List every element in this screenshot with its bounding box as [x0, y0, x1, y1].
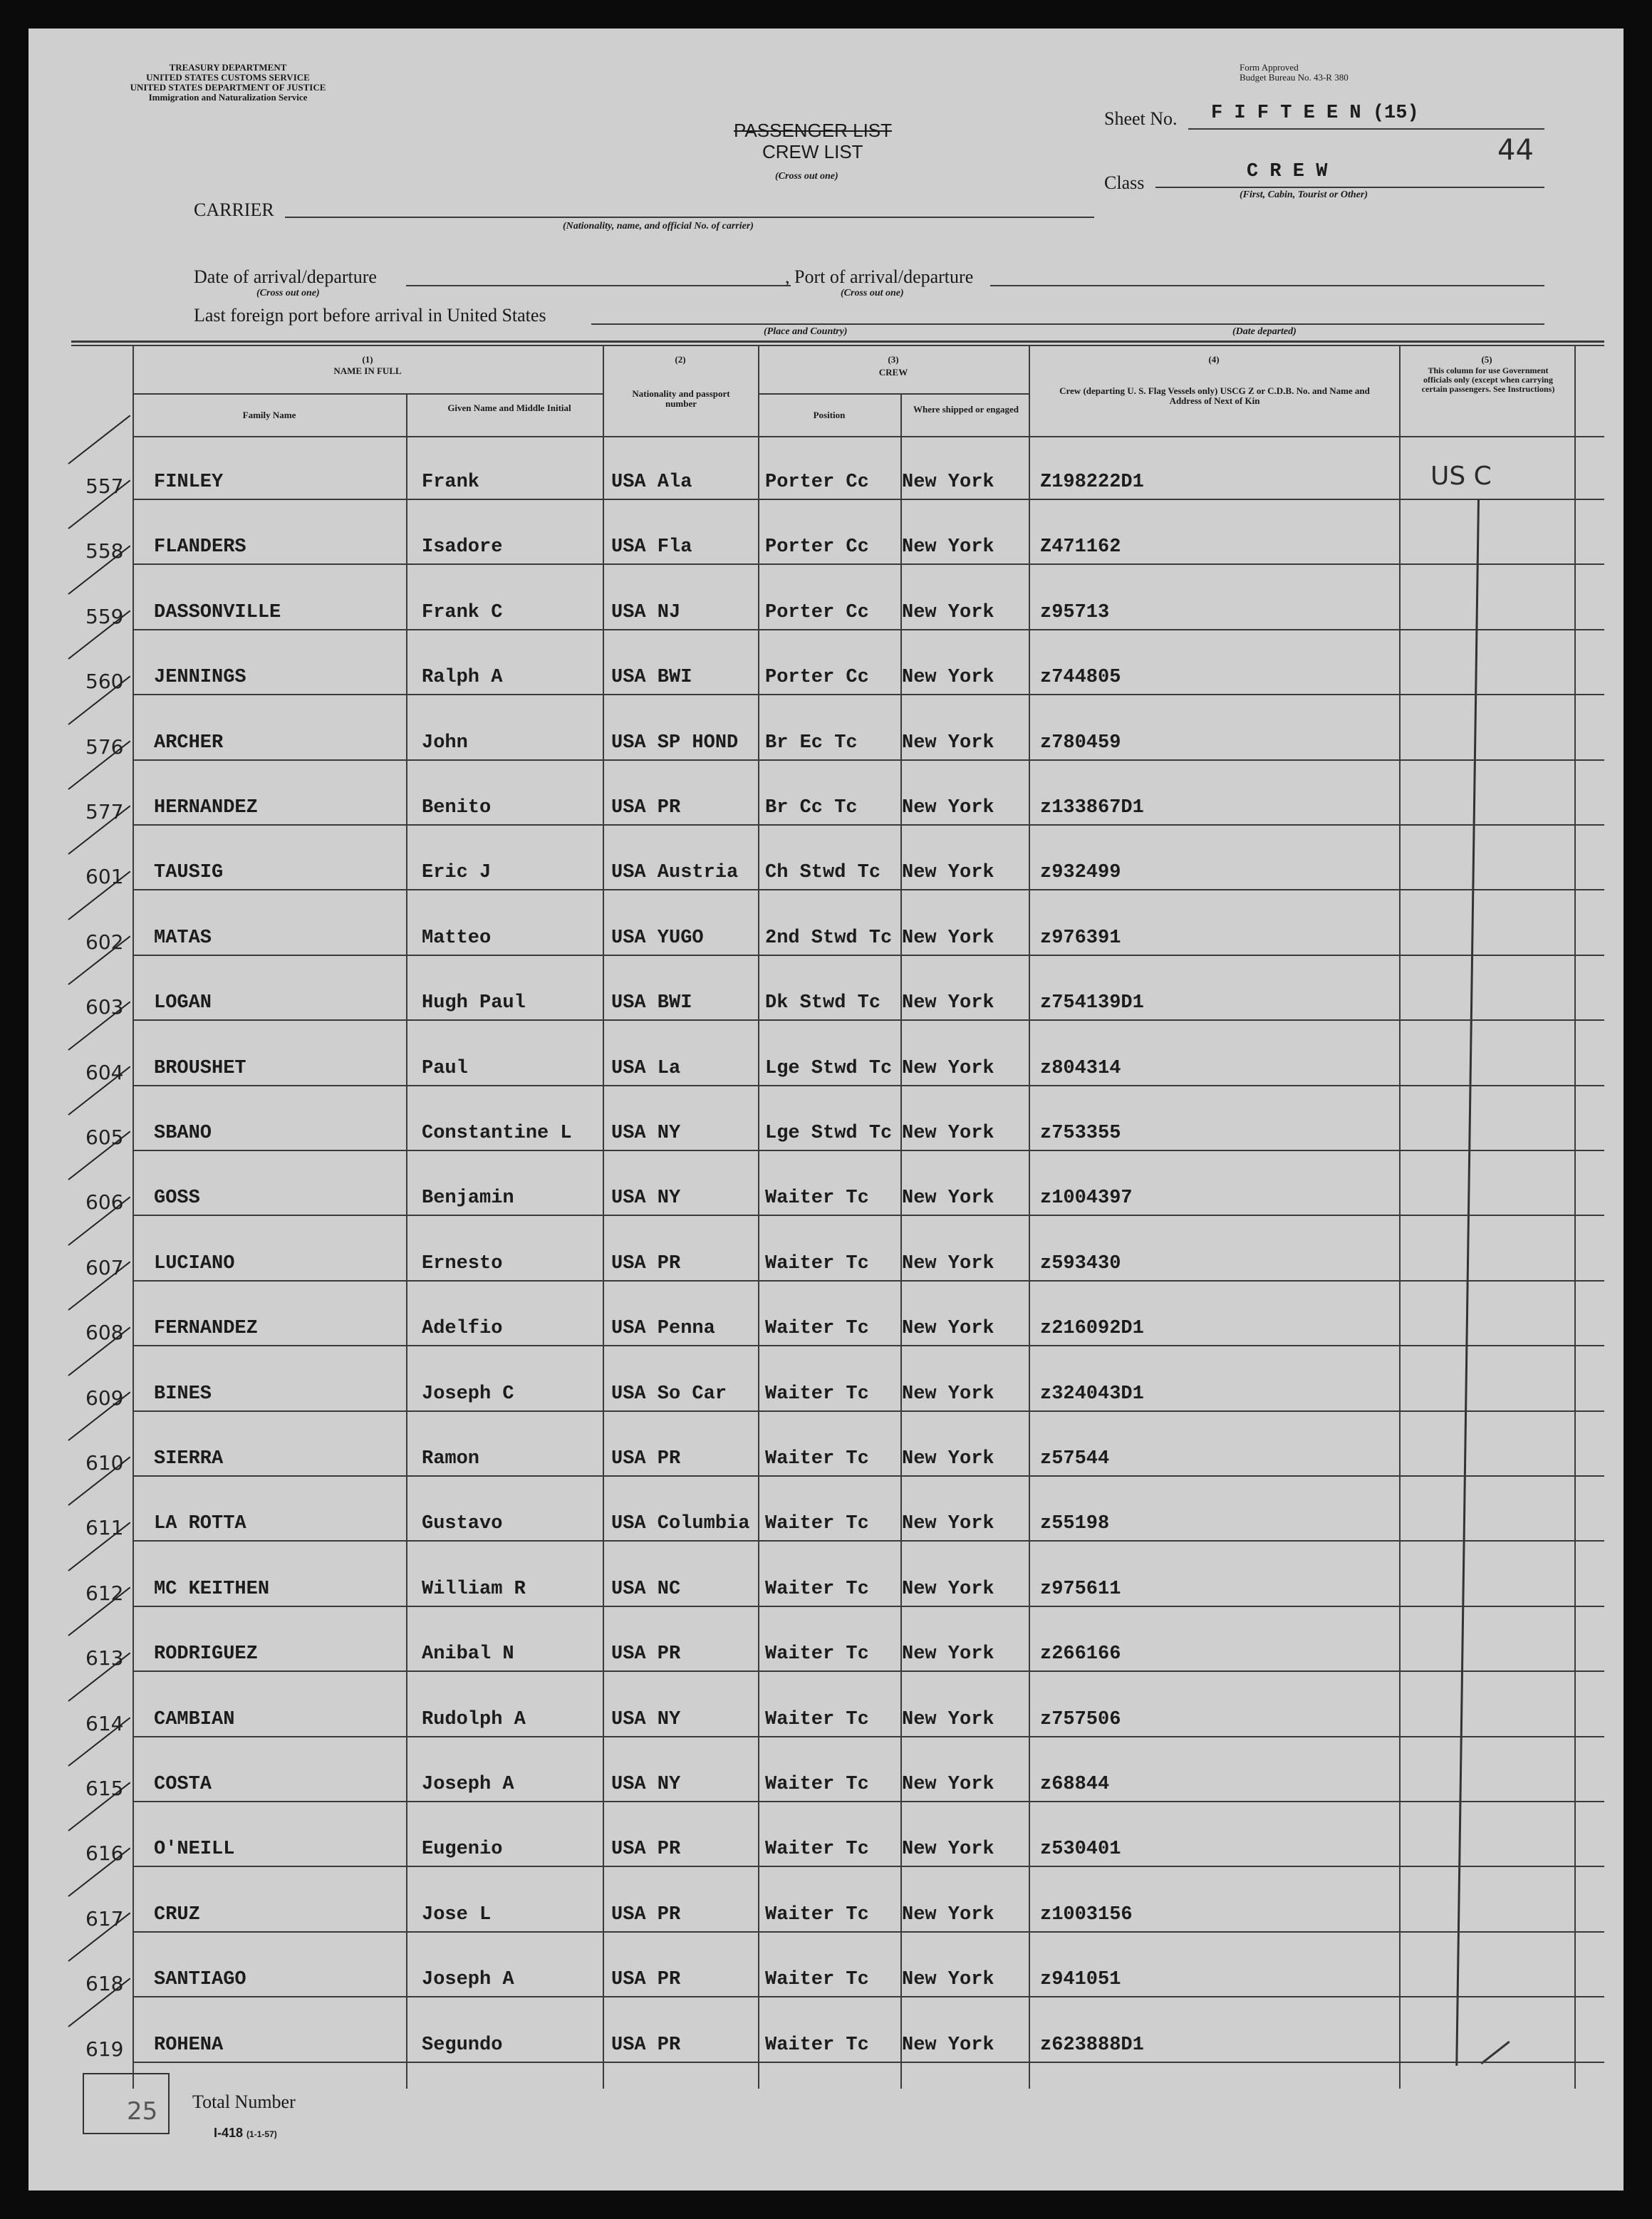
nationality-cell: USA BWI — [611, 667, 692, 689]
given-name-cell: Joseph A — [422, 1774, 514, 1795]
row-rule — [133, 1410, 1604, 1412]
given-name-cell: William R — [422, 1578, 526, 1600]
table-top-rule-2 — [71, 345, 1604, 346]
position-cell: Waiter Tc — [765, 1903, 869, 1926]
where-shipped-cell: New York — [902, 1383, 994, 1405]
where-shipped-cell: New York — [902, 1969, 994, 1991]
family-name-cell: JENNINGS — [154, 667, 246, 689]
carrier-line — [285, 217, 1094, 218]
table-row — [28, 1948, 1624, 2012]
row-rule — [133, 759, 1604, 761]
nationality-cell: USA So Car — [611, 1383, 727, 1405]
uscg-number-cell: z941051 — [1040, 1969, 1121, 1991]
uscg-number-cell: Z471162 — [1040, 536, 1121, 558]
row-rule — [133, 1085, 1604, 1086]
family-name-cell: SANTIAGO — [154, 1969, 246, 1991]
nationality-cell: USA PR — [611, 1839, 681, 1861]
given-name-cell: Joseph C — [422, 1383, 514, 1405]
row-rule — [133, 499, 1604, 500]
position-cell: 2nd Stwd Tc — [765, 927, 893, 949]
col4-number: (4) — [1208, 354, 1220, 365]
table-row — [28, 1817, 1624, 1881]
cross-out-hint: (Cross out one) — [775, 171, 838, 182]
given-name-cell: Rudolph A — [422, 1708, 526, 1730]
row-rule — [133, 563, 1604, 565]
family-name-cell: LUCIANO — [154, 1252, 235, 1274]
class-label: Class — [1104, 172, 1145, 193]
uscg-number-cell: z95713 — [1040, 601, 1110, 623]
row-rule — [133, 955, 1604, 956]
position-cell: Waiter Tc — [765, 1188, 869, 1210]
form-number-date: (1-1-57) — [246, 2129, 277, 2139]
strike-mark — [68, 415, 130, 464]
nationality-cell: USA NY — [611, 1774, 681, 1795]
row-number: 614 — [85, 1711, 124, 1735]
place-hint: (Place and Country) — [764, 326, 848, 337]
family-name-cell: ARCHER — [154, 732, 224, 754]
where-shipped-cell: New York — [902, 1318, 994, 1340]
where-shipped-cell: New York — [902, 1708, 994, 1730]
given-name-cell: Matteo — [422, 927, 492, 949]
family-name-cell: HERNANDEZ — [154, 797, 258, 819]
page-number: 44 — [1497, 134, 1534, 167]
header-subrule — [758, 393, 1029, 395]
row-number: 617 — [85, 1906, 124, 1930]
where-shipped-cell: New York — [902, 1123, 994, 1144]
last-port-label: Last foreign port before arrival in United States — [194, 305, 546, 326]
position-cell: Waiter Tc — [765, 1643, 869, 1665]
form-number-code: I-418 — [214, 2126, 244, 2140]
position-cell: Br Cc Tc — [765, 797, 858, 819]
row-rule — [133, 694, 1604, 695]
family-name-cell: FINLEY — [154, 472, 224, 493]
where-shipped-cell: New York — [902, 472, 994, 493]
row-number: 605 — [85, 1126, 124, 1149]
family-name-cell: LOGAN — [154, 992, 212, 1014]
nationality-cell: USA La — [611, 1057, 681, 1079]
row-number: 612 — [85, 1581, 124, 1605]
where-shipped-cell: New York — [902, 1839, 994, 1861]
row-rule — [133, 1931, 1604, 1933]
row-rule — [133, 2062, 1604, 2063]
col1-number: (1) — [362, 354, 373, 365]
given-name-cell: Eugenio — [422, 1839, 503, 1861]
where-shipped-cell: New York — [902, 1774, 994, 1795]
row-number: 619 — [85, 2037, 124, 2061]
nationality-cell: USA PR — [611, 2034, 681, 2056]
table-row — [28, 1232, 1624, 1296]
agency-line: UNITED STATES DEPARTMENT OF JUSTICE — [130, 82, 326, 93]
uscg-number-cell: z623888D1 — [1040, 2034, 1144, 2056]
table-row — [28, 1362, 1624, 1426]
nationality-cell: USA Fla — [611, 536, 692, 558]
nationality-cell: USA PR — [611, 1252, 681, 1274]
nationality-cell: USA NC — [611, 1578, 681, 1600]
uscg-number-cell: z216092D1 — [1040, 1318, 1144, 1340]
position-cell: Porter Cc — [765, 472, 869, 493]
table-row — [28, 515, 1624, 579]
uscg-number-cell: z324043D1 — [1040, 1383, 1144, 1405]
uscg-number-cell: z55198 — [1040, 1513, 1110, 1535]
row-number: 601 — [85, 865, 124, 889]
class-line — [1155, 187, 1544, 188]
row-number: 611 — [85, 1516, 124, 1540]
sheet-no-label: Sheet No. — [1104, 108, 1178, 129]
uscg-number-cell: z133867D1 — [1040, 797, 1144, 819]
nationality-cell: USA Columbia — [611, 1513, 750, 1535]
nationality-cell: USA NJ — [611, 601, 681, 623]
given-name-cell: Benjamin — [422, 1188, 514, 1210]
passenger-list-title: PASSENGER LIST — [734, 120, 893, 141]
where-shipped-cell: New York — [902, 1252, 994, 1274]
given-name-cell: Frank C — [422, 601, 503, 623]
table-row — [28, 841, 1624, 905]
given-name-cell: Ralph A — [422, 667, 503, 689]
date-label: Date of arrival/departure — [194, 266, 377, 287]
row-number: 602 — [85, 930, 124, 954]
table-row — [28, 971, 1624, 1035]
family-name-cell: FLANDERS — [154, 536, 246, 558]
given-name-cell: John — [422, 732, 468, 754]
nationality-cell: USA Penna — [611, 1318, 715, 1340]
position-cell: Waiter Tc — [765, 1318, 869, 1340]
table-row — [28, 1296, 1624, 1361]
family-name-cell: MC KEITHEN — [154, 1578, 270, 1600]
nationality-cell: USA NY — [611, 1123, 681, 1144]
table-row — [28, 1101, 1624, 1165]
row-number: 610 — [85, 1451, 124, 1475]
total-label: Total Number — [192, 2091, 296, 2112]
family-name-cell: SBANO — [154, 1123, 212, 1144]
family-name-cell: ROHENA — [154, 2034, 224, 2056]
row-rule — [133, 1736, 1604, 1737]
port-line — [990, 285, 1544, 286]
uscg-number-cell: z976391 — [1040, 927, 1121, 949]
table-row — [28, 1622, 1624, 1686]
date-departed-line — [1066, 323, 1544, 325]
document-sheet — [28, 28, 1624, 2191]
port-label: , Port of arrival/departure — [785, 266, 974, 287]
position-cell: Dk Stwd Tc — [765, 992, 881, 1014]
where-shipped-cell: New York — [902, 1643, 994, 1665]
given-name-cell: Paul — [422, 1057, 468, 1079]
class-hint: (First, Cabin, Tourist or Other) — [1240, 189, 1368, 200]
row-rule — [133, 1280, 1604, 1282]
uscg-number-cell: z57544 — [1040, 1448, 1110, 1470]
uscg-number-cell: z593430 — [1040, 1252, 1121, 1274]
row-number: 608 — [85, 1321, 124, 1345]
given-name-cell: Constantine L — [422, 1123, 572, 1144]
nationality-cell: USA Austria — [611, 862, 739, 884]
position-cell: Porter Cc — [765, 601, 869, 623]
agency-line: TREASURY DEPARTMENT — [169, 62, 287, 73]
given-name-cell: Ramon — [422, 1448, 480, 1470]
given-name-cell: Frank — [422, 472, 480, 493]
where-shipped-cell: New York — [902, 1188, 994, 1210]
date-departed-hint: (Date departed) — [1232, 326, 1297, 337]
row-number: 560 — [85, 670, 124, 694]
where-shipped-cell: New York — [902, 1057, 994, 1079]
agency-header — [71, 63, 385, 103]
given-name-cell: Ernesto — [422, 1252, 503, 1274]
table-row — [28, 1883, 1624, 1947]
header-subrule — [133, 393, 603, 395]
nationality-cell: USA PR — [611, 797, 681, 819]
table-row — [28, 581, 1624, 645]
uscg-number-cell: z744805 — [1040, 667, 1121, 689]
table-row — [28, 906, 1624, 970]
col3-number: (3) — [888, 354, 899, 365]
form-number — [214, 2126, 277, 2141]
uscg-number-cell: Z198222D1 — [1040, 472, 1144, 493]
family-name-cell: DASSONVILLE — [154, 601, 281, 623]
position-cell: Ch Stwd Tc — [765, 862, 881, 884]
given-name-cell: Jose L — [422, 1903, 492, 1926]
col5-title: This column for use Government officials only (except when carrying certain passengers. See Instructions) — [1421, 365, 1555, 394]
family-name-cell: CRUZ — [154, 1903, 200, 1926]
total-value: 25 — [127, 2097, 158, 2126]
row-rule — [133, 889, 1604, 890]
position-cell: Waiter Tc — [765, 1774, 869, 1795]
col3-title: CREW — [878, 367, 908, 378]
family-name-header: Family Name — [242, 410, 296, 420]
nationality-cell: USA PR — [611, 1903, 681, 1926]
family-name-cell: LA ROTTA — [154, 1513, 246, 1535]
family-name-cell: FERNANDEZ — [154, 1318, 258, 1340]
row-number: 603 — [85, 995, 124, 1019]
port-hint: (Cross out one) — [841, 288, 904, 298]
position-cell: Porter Cc — [765, 667, 869, 689]
row-rule — [133, 1996, 1604, 1997]
family-name-cell: TAUSIG — [154, 862, 224, 884]
where-shipped-cell: New York — [902, 797, 994, 819]
row-number: 615 — [85, 1777, 124, 1800]
family-name-cell: RODRIGUEZ — [154, 1643, 258, 1665]
row-rule — [133, 824, 1604, 826]
row-rule — [133, 1215, 1604, 1216]
uscg-number-cell: z754139D1 — [1040, 992, 1144, 1014]
uscg-number-cell: z780459 — [1040, 732, 1121, 754]
row-number: 559 — [85, 604, 124, 628]
nationality-cell: USA NY — [611, 1188, 681, 1210]
nationality-cell: USA YUGO — [611, 927, 704, 949]
row-rule — [133, 1606, 1604, 1607]
table-row — [28, 711, 1624, 775]
family-name-cell: BINES — [154, 1383, 212, 1405]
row-number: 576 — [85, 734, 124, 759]
row-number: 604 — [85, 1060, 124, 1084]
col2-number: (2) — [675, 354, 686, 365]
nationality-cell: USA SP HOND — [611, 732, 739, 754]
where-shipped-cell: New York — [902, 1578, 994, 1600]
position-cell: Waiter Tc — [765, 1252, 869, 1274]
family-name-cell: SIERRA — [154, 1448, 224, 1470]
nationality-cell: USA PR — [611, 1969, 681, 1991]
row-number: 606 — [85, 1190, 124, 1215]
given-name-cell: Gustavo — [422, 1513, 503, 1535]
uscg-number-cell: z753355 — [1040, 1123, 1121, 1144]
where-shipped-cell: New York — [902, 2034, 994, 2056]
budget-bureau: Budget Bureau No. 43-R 380 — [1240, 72, 1349, 83]
uscg-number-cell: z757506 — [1040, 1708, 1121, 1730]
uscg-number-cell: z68844 — [1040, 1774, 1110, 1795]
position-cell: Waiter Tc — [765, 1448, 869, 1470]
position-cell: Porter Cc — [765, 536, 869, 558]
row-rule — [133, 1540, 1604, 1542]
position-cell: Waiter Tc — [765, 2034, 869, 2056]
sheet-no-value: F I F T E E N (15) — [1211, 103, 1419, 124]
given-name-cell: Adelfio — [422, 1318, 503, 1340]
col5-number: (5) — [1481, 354, 1492, 365]
table-row — [28, 2013, 1624, 2077]
row-rule — [133, 629, 1604, 630]
position-cell: Waiter Tc — [765, 1969, 869, 1991]
table-row — [28, 1166, 1624, 1230]
table-row — [28, 645, 1624, 710]
nationality-cell: USA PR — [611, 1643, 681, 1665]
uscg-number-cell: z932499 — [1040, 862, 1121, 884]
position-cell: Waiter Tc — [765, 1578, 869, 1600]
position-cell: Waiter Tc — [765, 1383, 869, 1405]
where-shipped-cell: New York — [902, 667, 994, 689]
family-name-cell: COSTA — [154, 1774, 212, 1795]
where-shipped-cell: New York — [902, 862, 994, 884]
date-line — [406, 285, 791, 286]
nationality-cell: USA Ala — [611, 472, 692, 493]
row-number: 607 — [85, 1255, 124, 1279]
row-rule — [133, 1670, 1604, 1672]
row-rule — [133, 1866, 1604, 1867]
given-name-cell: Anibal N — [422, 1643, 514, 1665]
row-number: 609 — [85, 1386, 124, 1410]
where-shipped-cell: New York — [902, 732, 994, 754]
class-value: C R E W — [1247, 161, 1328, 182]
crew-list-title: CREW LIST — [762, 141, 863, 162]
row-rule — [133, 1150, 1604, 1151]
nationality-cell: USA PR — [611, 1448, 681, 1470]
position-cell: Lge Stwd Tc — [765, 1123, 893, 1144]
where-shipped-cell: New York — [902, 536, 994, 558]
agency-line: Immigration and Naturalization Service — [148, 92, 308, 103]
given-name-cell: Segundo — [422, 2034, 503, 2056]
last-port-line — [591, 323, 1076, 325]
row-number: 557 — [85, 474, 124, 498]
table-row — [28, 1557, 1624, 1621]
where-shipped-cell: New York — [902, 1513, 994, 1535]
table-row — [28, 1036, 1624, 1101]
row-rule — [133, 1801, 1604, 1802]
position-cell: Waiter Tc — [765, 1708, 869, 1730]
position-header: Position — [813, 410, 846, 420]
given-name-cell: Eric J — [422, 862, 492, 884]
uscg-number-cell: z1003156 — [1040, 1903, 1133, 1926]
row-rule — [133, 1019, 1604, 1021]
given-name-cell: Hugh Paul — [422, 992, 526, 1014]
nationality-cell: USA BWI — [611, 992, 692, 1014]
row-number: 558 — [85, 539, 124, 563]
where-shipped-cell: New York — [902, 601, 994, 623]
where-shipped-header: Where shipped or engaged — [913, 404, 1019, 415]
row-number: 616 — [85, 1841, 124, 1866]
usc-annotation: US C — [1430, 462, 1492, 491]
table-top-rule — [71, 341, 1604, 343]
carrier-hint: (Nationality, name, and official No. of carrier) — [563, 221, 754, 232]
agency-line: UNITED STATES CUSTOMS SERVICE — [146, 72, 310, 83]
uscg-number-cell: z530401 — [1040, 1839, 1121, 1861]
row-rule — [133, 1475, 1604, 1477]
given-name-cell: Isadore — [422, 536, 503, 558]
form-approved: Form Approved — [1240, 62, 1299, 73]
position-cell: Waiter Tc — [765, 1839, 869, 1861]
where-shipped-cell: New York — [902, 1448, 994, 1470]
carrier-label: CARRIER — [194, 199, 274, 220]
table-row — [28, 1427, 1624, 1491]
where-shipped-cell: New York — [902, 927, 994, 949]
family-name-cell: CAMBIAN — [154, 1708, 235, 1730]
uscg-number-cell: z975611 — [1040, 1578, 1121, 1600]
header-bottom-rule — [133, 436, 1604, 437]
row-rule — [133, 1345, 1604, 1346]
where-shipped-cell: New York — [902, 1903, 994, 1926]
nationality-header: Nationality and passport number — [632, 388, 730, 409]
table-row — [28, 1688, 1624, 1752]
given-name-cell: Benito — [422, 797, 492, 819]
family-name-cell: O'NEILL — [154, 1839, 235, 1861]
table-row — [28, 1492, 1624, 1556]
position-cell: Waiter Tc — [765, 1513, 869, 1535]
uscg-number-cell: z1004397 — [1040, 1188, 1133, 1210]
table-row — [28, 776, 1624, 840]
table-row — [28, 450, 1624, 514]
family-name-cell: MATAS — [154, 927, 212, 949]
sheet-no-line — [1188, 128, 1544, 130]
family-name-cell: GOSS — [154, 1188, 200, 1210]
date-hint: (Cross out one) — [256, 288, 320, 298]
col4-title: Crew (departing U. S. Flag Vessels only) USCG Z or C.D.B. No. and Name and Address of Next of Kin — [1059, 385, 1370, 406]
row-number: 618 — [85, 1972, 124, 1996]
position-cell: Lge Stwd Tc — [765, 1057, 893, 1079]
row-number: 577 — [85, 800, 124, 823]
given-name-header: Given Name and Middle Initial — [447, 402, 571, 413]
where-shipped-cell: New York — [902, 992, 994, 1014]
position-cell: Br Ec Tc — [765, 732, 858, 754]
row-number: 613 — [85, 1646, 124, 1670]
uscg-number-cell: z804314 — [1040, 1057, 1121, 1079]
table-row — [28, 1752, 1624, 1817]
family-name-cell: BROUSHET — [154, 1057, 246, 1079]
nationality-cell: USA NY — [611, 1708, 681, 1730]
col1-title: NAME IN FULL — [333, 365, 402, 376]
given-name-cell: Joseph A — [422, 1969, 514, 1991]
uscg-number-cell: z266166 — [1040, 1643, 1121, 1665]
